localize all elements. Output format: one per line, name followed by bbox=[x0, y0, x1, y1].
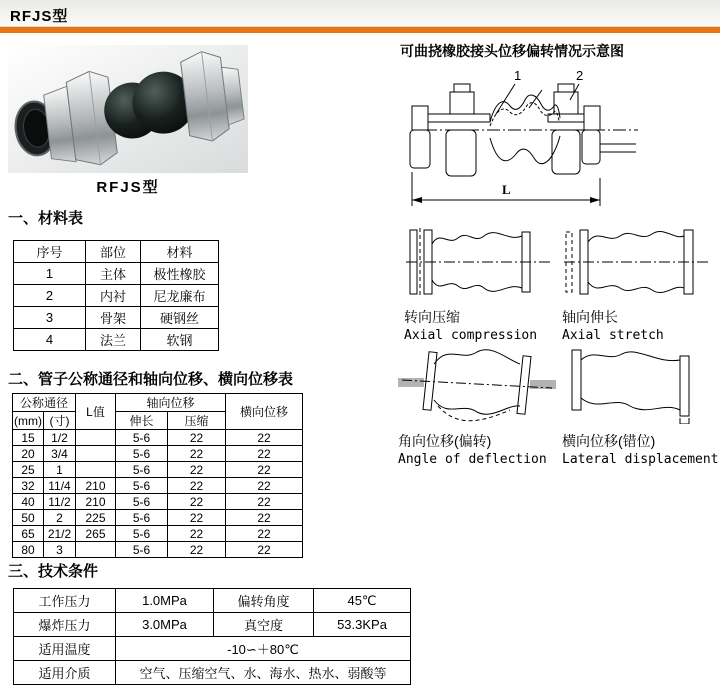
table-row bbox=[13, 494, 303, 510]
cell: 1 bbox=[14, 263, 86, 285]
cell: 25 bbox=[13, 462, 44, 478]
cell: 22 bbox=[168, 446, 226, 462]
table-row bbox=[13, 430, 303, 446]
cell: 3.0MPa bbox=[116, 613, 214, 637]
cell: 5-6 bbox=[116, 462, 168, 478]
mode-caption-en: Axial stretch bbox=[562, 328, 664, 343]
cell: 极性橡胶 bbox=[141, 263, 219, 285]
cell: -10∽＋80℃ bbox=[116, 637, 411, 661]
cell: 22 bbox=[226, 430, 303, 446]
joint-cross-section-illustration bbox=[396, 66, 718, 216]
table-row bbox=[14, 263, 219, 285]
page-header bbox=[0, 0, 720, 27]
cell: 22 bbox=[226, 446, 303, 462]
cell: 11/2 bbox=[44, 494, 76, 510]
cell: 32 bbox=[13, 478, 44, 494]
cell: 1.0MPa bbox=[116, 589, 214, 613]
mode-caption-zh: 横向位移(错位) bbox=[562, 433, 656, 449]
cell: 适用介质 bbox=[14, 661, 116, 685]
cell: 210 bbox=[76, 494, 116, 510]
rubber-joint-photo-illustration bbox=[8, 45, 248, 173]
materials-header-row bbox=[14, 241, 219, 263]
cell: 20 bbox=[13, 446, 44, 462]
col-header: 序号 bbox=[14, 241, 86, 263]
cell: 2 bbox=[14, 285, 86, 307]
part-label-2: 2 bbox=[576, 68, 584, 83]
cell: 225 bbox=[76, 510, 116, 526]
cell: 空气、压缩空气、水、海水、热水、弱酸等 bbox=[116, 661, 411, 685]
cross-section-diagram bbox=[396, 66, 718, 221]
table-row bbox=[14, 285, 219, 307]
cell: 53.3KPa bbox=[314, 613, 411, 637]
cell: 3 bbox=[44, 542, 76, 558]
table-row bbox=[14, 661, 411, 685]
cell: 22 bbox=[168, 526, 226, 542]
col-header: 压缩 bbox=[168, 412, 226, 430]
cell: 40 bbox=[13, 494, 44, 510]
cell bbox=[76, 430, 116, 446]
header-accent-bar bbox=[0, 27, 720, 33]
cell bbox=[76, 446, 116, 462]
table-row bbox=[13, 478, 303, 494]
table-row bbox=[14, 307, 219, 329]
col-header: 材料 bbox=[141, 241, 219, 263]
cell: 4 bbox=[14, 329, 86, 351]
axial-compression-diagram bbox=[404, 224, 554, 300]
col-header: 公称通径 bbox=[13, 394, 76, 412]
displacement-header-row bbox=[13, 394, 303, 412]
col-header: L值 bbox=[76, 394, 116, 430]
col-header: 部位 bbox=[86, 241, 141, 263]
page-title: RFJS型 bbox=[10, 8, 69, 25]
product-photo bbox=[8, 45, 248, 173]
cell: 1 bbox=[44, 462, 76, 478]
cell: 65 bbox=[13, 526, 44, 542]
cell: 真空度 bbox=[214, 613, 314, 637]
cell: 22 bbox=[168, 494, 226, 510]
cell: 内衬 bbox=[86, 285, 141, 307]
table-row bbox=[14, 589, 411, 613]
cell: 15 bbox=[13, 430, 44, 446]
table-row bbox=[13, 446, 303, 462]
cell: 软钢 bbox=[141, 329, 219, 351]
cell: 5-6 bbox=[116, 494, 168, 510]
table-row bbox=[13, 462, 303, 478]
cell: 工作压力 bbox=[14, 589, 116, 613]
table-row bbox=[14, 613, 411, 637]
mode-caption-zh: 转向压缩 bbox=[404, 309, 460, 325]
table-row bbox=[13, 526, 303, 542]
cell: 22 bbox=[226, 542, 303, 558]
col-header: 伸长 bbox=[116, 412, 168, 430]
cell: 5-6 bbox=[116, 510, 168, 526]
table-row bbox=[14, 637, 411, 661]
cell: 5-6 bbox=[116, 526, 168, 542]
cell: 22 bbox=[168, 510, 226, 526]
mode-axial-stretch bbox=[562, 224, 720, 343]
mode-caption-en: Axial compression bbox=[404, 328, 538, 343]
cell bbox=[76, 542, 116, 558]
cell: 22 bbox=[168, 430, 226, 446]
cell: 22 bbox=[226, 494, 303, 510]
cell: 22 bbox=[226, 462, 303, 478]
cell: 45℃ bbox=[314, 589, 411, 613]
cell: 22 bbox=[168, 462, 226, 478]
col-header: (mm) bbox=[14, 413, 42, 428]
angle-of-deflection-diagram bbox=[398, 344, 556, 424]
cell: 尼龙廉布 bbox=[141, 285, 219, 307]
cell: 法兰 bbox=[86, 329, 141, 351]
dimension-label-l: L bbox=[502, 182, 511, 197]
cell: 22 bbox=[168, 542, 226, 558]
cell: 210 bbox=[76, 478, 116, 494]
cell: 22 bbox=[226, 478, 303, 494]
mode-caption-en: Lateral displacement bbox=[562, 452, 719, 467]
cell: 5-6 bbox=[116, 542, 168, 558]
mode-caption-zh: 轴向伸长 bbox=[562, 309, 618, 325]
col-header: 横向位移 bbox=[226, 394, 303, 430]
cell: 1/2 bbox=[44, 430, 76, 446]
cell: 适用温度 bbox=[14, 637, 116, 661]
cell: 22 bbox=[226, 526, 303, 542]
lateral-displacement-diagram bbox=[562, 344, 712, 424]
part-label-1: 1 bbox=[514, 68, 522, 83]
mode-angle-of-deflection bbox=[398, 344, 556, 467]
table-row bbox=[13, 510, 303, 526]
cell: 主体 bbox=[86, 263, 141, 285]
table-row bbox=[14, 329, 219, 351]
cell: 硬钢丝 bbox=[141, 307, 219, 329]
cell: 3 bbox=[14, 307, 86, 329]
col-header: 轴向位移 bbox=[116, 394, 226, 412]
cell bbox=[76, 462, 116, 478]
cell: 5-6 bbox=[116, 446, 168, 462]
table-row bbox=[13, 542, 303, 558]
mode-axial-compression bbox=[404, 224, 562, 343]
col-header: (寸) bbox=[44, 412, 76, 430]
displacement-heading: 二、管子公称通径和轴向位移、横向位移表 bbox=[8, 371, 294, 388]
materials-heading: 一、材料表 bbox=[8, 210, 84, 227]
cell: 爆炸压力 bbox=[14, 613, 116, 637]
cell: 骨架 bbox=[86, 307, 141, 329]
cell: 5-6 bbox=[116, 478, 168, 494]
product-photo-caption: RFJS型 bbox=[96, 179, 160, 196]
mode-caption-en: Angle of deflection bbox=[398, 452, 547, 467]
cell: 3/4 bbox=[44, 446, 76, 462]
cell: 50 bbox=[13, 510, 44, 526]
axial-stretch-diagram bbox=[562, 224, 712, 300]
materials-table bbox=[13, 240, 219, 351]
displacement-table bbox=[12, 393, 303, 558]
technical-table bbox=[13, 588, 411, 685]
cell: 80 bbox=[13, 542, 44, 558]
mode-caption-zh: 角向位移(偏转) bbox=[398, 433, 492, 449]
cell: 265 bbox=[76, 526, 116, 542]
diagram-title: 可曲挠橡胶接头位移偏转情况示意图 bbox=[400, 43, 624, 59]
cell: 21/2 bbox=[44, 526, 76, 542]
cell: 偏转角度 bbox=[214, 589, 314, 613]
mode-lateral-displacement bbox=[562, 344, 720, 467]
cell: 2 bbox=[44, 510, 76, 526]
cell: 22 bbox=[168, 478, 226, 494]
cell: 5-6 bbox=[116, 430, 168, 446]
technical-heading: 三、技术条件 bbox=[8, 563, 99, 580]
cell: 22 bbox=[226, 510, 303, 526]
cell: 11/4 bbox=[44, 478, 76, 494]
